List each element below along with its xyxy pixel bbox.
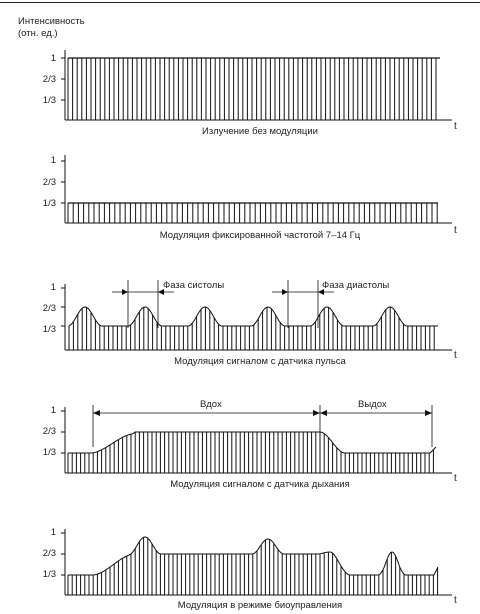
level-1-label: 1: [50, 405, 56, 416]
y-unit-label-line2: (отн. ед.): [18, 28, 58, 39]
level-2-3-label: 2/3: [42, 303, 56, 314]
level-1-3-label: 1/3: [42, 447, 56, 458]
caption-no-modulation: Излучение без модуляции: [202, 126, 318, 137]
time-axis-label: t: [454, 595, 457, 606]
panel-breathing: [0, 395, 480, 500]
level-1-3-label: 1/3: [42, 324, 56, 335]
diastole-phase-label: Фаза диастолы: [322, 280, 390, 291]
level-1-label: 1: [50, 53, 56, 64]
time-axis-label: t: [454, 350, 457, 361]
caption-pulse: Модуляция сигналом с датчика пульса: [174, 356, 346, 367]
signal-envelope: [68, 432, 436, 453]
level-1-label: 1: [50, 155, 56, 166]
exhale-arrow-left: [320, 410, 327, 416]
level-1-label: 1: [50, 527, 56, 538]
panel-fixed-frequency: [0, 145, 480, 255]
level-2-3-label: 2/3: [42, 426, 56, 437]
level-2-3-label: 2/3: [42, 74, 56, 85]
caption-biocontrol: Модуляция в режиме биоуправления: [177, 600, 343, 611]
panel-biocontrol: [0, 515, 480, 614]
systole-arrow-left: [122, 289, 128, 295]
exhale-label: Выдох: [358, 399, 387, 410]
plot-no-modulation: [0, 0, 480, 140]
time-axis-label: t: [454, 473, 457, 484]
inhale-arrow-left: [93, 410, 100, 416]
time-axis-label: t: [454, 121, 457, 132]
plot-pulse: [0, 270, 480, 385]
level-1-3-label: 1/3: [42, 95, 56, 106]
y-unit-label-line1: Интенсивность: [18, 16, 85, 27]
caption-fixed-frequency: Модуляция фиксированной частотой 7–14 Гц: [159, 230, 361, 241]
panel-pulse: [0, 270, 480, 385]
caption-breathing: Модуляция сигналом с датчика дыхания: [170, 479, 350, 490]
inhale-label: Вдох: [200, 399, 222, 410]
level-2-3-label: 2/3: [42, 548, 56, 559]
diastole-arrow-left: [282, 289, 288, 295]
level-1-3-label: 1/3: [42, 569, 56, 580]
exhale-arrow-right: [425, 410, 432, 416]
level-2-3-label: 2/3: [42, 177, 56, 188]
signal-envelope: [69, 307, 438, 326]
inhale-arrow-right: [313, 410, 320, 416]
level-1-label: 1: [50, 282, 56, 293]
time-axis-label: t: [454, 225, 457, 236]
systole-phase-label: Фаза систолы: [163, 280, 225, 291]
panel-no-modulation: [0, 0, 480, 140]
level-1-3-label: 1/3: [42, 198, 56, 209]
